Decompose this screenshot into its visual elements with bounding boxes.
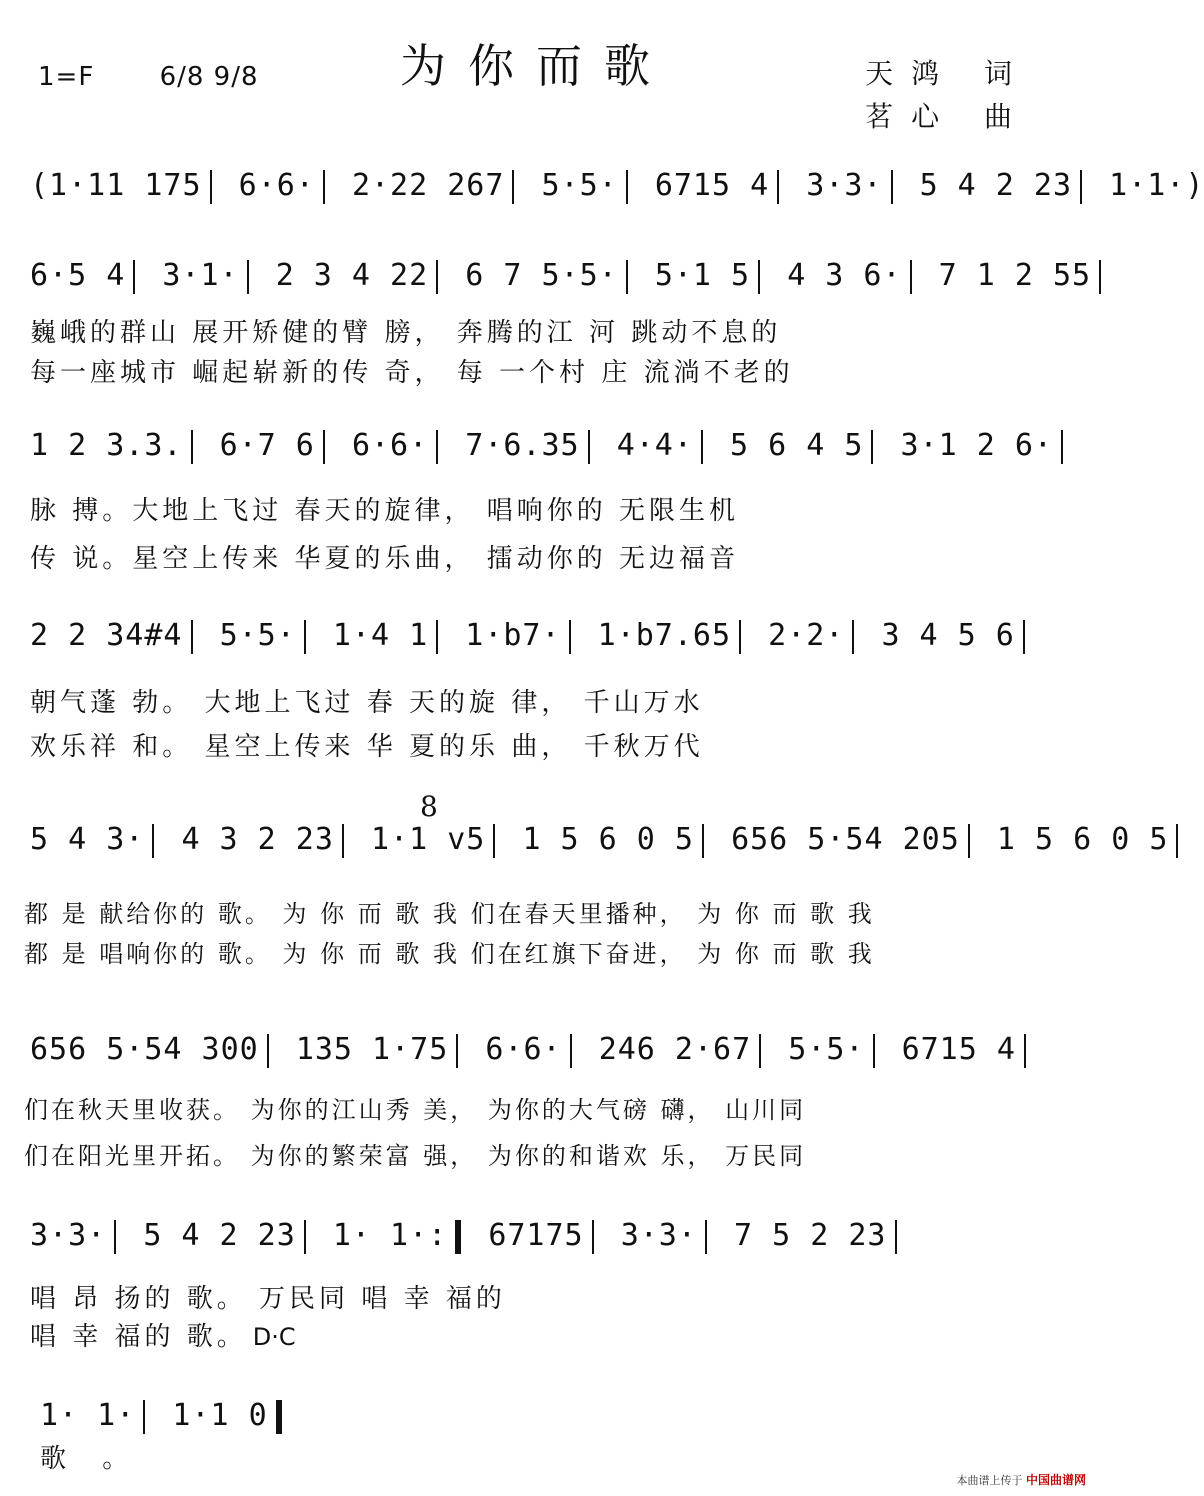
system-1-notation [30, 168, 1204, 204]
upload-watermark [956, 1471, 1086, 1488]
barline [247, 260, 249, 294]
barline [342, 824, 344, 858]
measure: 5·5· [219, 618, 296, 653]
barline [910, 260, 912, 294]
key-and-meter [38, 62, 259, 92]
measure: 4 3 6· [787, 258, 902, 293]
measure: 1 2 3.3. [30, 428, 183, 463]
system-7-notation [30, 1218, 905, 1254]
measure: (1·11 175 [30, 168, 202, 203]
system-4-lyrics-verse-2: 欢乐祥 和。 星空上传来 华 夏的乐 曲， 千秋万代 [30, 732, 704, 762]
measure: 3 4 5 6 [881, 618, 1015, 653]
barline [739, 620, 741, 654]
measure: 6·6· [351, 428, 429, 463]
system-7-lyrics-verse-2 [30, 1316, 296, 1353]
barline [777, 170, 779, 204]
system-8-lyrics: 歌 。 [40, 1444, 143, 1474]
measure: 3·3· [806, 168, 883, 203]
measure: 5·5· [541, 168, 618, 203]
measure: 1·b7.65 [597, 618, 732, 653]
measure: 2 2 34#4 [30, 618, 183, 653]
barline [191, 620, 193, 654]
barline [133, 260, 135, 294]
measure: 6 7 5·5· [465, 258, 618, 293]
measure: 7 1 2 55 [938, 258, 1092, 293]
barline [1176, 824, 1178, 858]
system-6-notation [30, 1032, 1034, 1068]
system-2-lyrics-verse-2: 每一座城市 崛起崭新的传 奇， 每 一个村 庄 流淌不老的 [30, 358, 794, 388]
barline [323, 430, 325, 464]
system-3-lyrics-verse-1: 脉 搏。大地上飞过 春天的旋律， 唱响你的 无限生机 [30, 496, 740, 526]
barline [1023, 620, 1025, 654]
barline [871, 430, 873, 464]
barline [852, 620, 854, 654]
composer-credit: 茗心 曲 [865, 100, 1030, 133]
measure: 656 5·54 300 [30, 1032, 259, 1067]
barline [701, 430, 703, 464]
measure: 6·6· [238, 168, 315, 203]
measure: 1·1 0 [172, 1398, 268, 1433]
time-signatures: 6/8 9/8 [159, 62, 259, 92]
barline [702, 824, 704, 858]
measure: 1·1 v5 [371, 822, 486, 857]
system-4-lyrics-verse-1: 朝气蓬 勃。 大地上飞过 春 天的旋 律， 千山万水 [30, 688, 704, 718]
song-title: 为你而歌 [400, 39, 672, 93]
measure: 6715 4 [901, 1032, 1016, 1067]
measure: 5 4 2 23 [919, 168, 1073, 203]
measure: 5·1 5 [654, 258, 751, 293]
barline [1061, 430, 1063, 464]
measure: 656 5·54 205 [731, 822, 960, 857]
measure: 1· 1·: [332, 1218, 448, 1253]
measure: 6·7 6 [219, 428, 315, 463]
barline [592, 1220, 594, 1254]
measure: 3·1· [162, 258, 239, 293]
measure: 3·3· [620, 1218, 697, 1253]
barline [891, 170, 893, 204]
barline [436, 430, 438, 464]
system-6-lyrics-verse-2: 们在阳光里开拓。 为你的繁荣富 强， 为你的和谐欢 乐， 万民同 [24, 1142, 807, 1170]
barline [436, 260, 438, 294]
measure: 3·1 2 6· [900, 428, 1053, 463]
barline [588, 430, 590, 464]
measure: 4·4· [616, 428, 693, 463]
barline [1080, 170, 1082, 204]
barline [512, 170, 514, 204]
system-5-lyrics-verse-1: 都 是 献给你的 歌。 为 你 而 歌 我 们在春天里播种， 为 你 而 歌 我 [24, 900, 875, 928]
barline [968, 824, 970, 858]
measure: 1· 1· [40, 1398, 136, 1433]
measure: 6715 4 [654, 168, 770, 203]
barline [114, 1220, 116, 1254]
measure: 5 4 2 23 [143, 1218, 296, 1253]
measure: 1·b7· [465, 618, 561, 653]
system-5-notation [30, 822, 1186, 858]
barline [143, 1400, 145, 1434]
lyricist-credit: 天鸿 词 [865, 57, 1030, 90]
measure: 6·5 4 [30, 258, 126, 293]
measure: 7·6.35 [465, 428, 580, 463]
barline [456, 1034, 458, 1068]
system-2-notation [30, 258, 1109, 294]
system-4-notation [30, 618, 1033, 654]
barline [304, 1220, 306, 1254]
final-barline [276, 1400, 282, 1434]
measure: 135 1·75 [295, 1032, 449, 1067]
system-6-lyrics-verse-1: 们在秋天里收获。 为你的江山秀 美， 为你的大气磅 礴， 山川同 [24, 1096, 807, 1124]
barline [493, 824, 495, 858]
measure: 5 6 4 5 [730, 428, 864, 463]
barline [1099, 260, 1101, 294]
measure: 1 5 6 0 5 [522, 822, 694, 857]
barline [758, 260, 760, 294]
key-signature: 1=F [38, 62, 95, 92]
repeat-barline [455, 1220, 461, 1254]
barline [323, 170, 325, 204]
da-capo-mark: D·C [252, 1323, 296, 1351]
barline [626, 170, 628, 204]
segno-mark: 8 [420, 790, 438, 823]
measure: 1·1·) [1109, 168, 1204, 203]
upload-text: 本曲谱上传于 [956, 1474, 1023, 1487]
measure: 67175 [488, 1218, 584, 1253]
measure: 3·3· [30, 1218, 107, 1253]
barline [191, 430, 193, 464]
measure: 2 3 4 22 [275, 258, 429, 293]
barline [569, 620, 571, 654]
measure: 2·22 267 [351, 168, 505, 203]
barline [895, 1220, 897, 1254]
site-name: 中国曲谱网 [1025, 1473, 1086, 1487]
barline [304, 620, 306, 654]
measure: 7 5 2 23 [734, 1218, 887, 1253]
system-7-lyrics-verse-1: 唱 昂 扬的 歌。 万民同 唱 幸 福的 [30, 1284, 506, 1314]
measure: 1·4 1 [332, 618, 429, 653]
measure: 5 4 3· [30, 822, 145, 857]
system-7-lyrics-verse-2-text: 唱 幸 福的 歌。 [30, 1322, 247, 1352]
barline [210, 170, 212, 204]
barline [759, 1034, 761, 1068]
measure: 6·6· [485, 1032, 562, 1067]
barline [873, 1034, 875, 1068]
barline [436, 620, 438, 654]
system-8-notation [40, 1398, 290, 1434]
measure: 4 3 2 23 [181, 822, 334, 857]
system-5-lyrics-verse-2: 都 是 唱响你的 歌。 为 你 而 歌 我 们在红旗下奋进， 为 你 而 歌 我 [24, 940, 875, 968]
measure: 5·5· [788, 1032, 865, 1067]
measure: 2·2· [768, 618, 845, 653]
barline [1024, 1034, 1026, 1068]
measure: 1 5 6 0 5 [996, 822, 1169, 857]
barline [570, 1034, 572, 1068]
measure: 246 2·67 [598, 1032, 752, 1067]
system-3-lyrics-verse-2: 传 说。星空上传来 华夏的乐曲， 擂动你的 无边福音 [30, 544, 740, 574]
system-3-notation [30, 428, 1071, 464]
barline [267, 1034, 269, 1068]
barline [626, 260, 628, 294]
system-2-lyrics-verse-1: 巍峨的群山 展开矫健的臂 膀， 奔腾的江 河 跳动不息的 [30, 318, 782, 348]
barline [705, 1220, 707, 1254]
barline [152, 824, 154, 858]
